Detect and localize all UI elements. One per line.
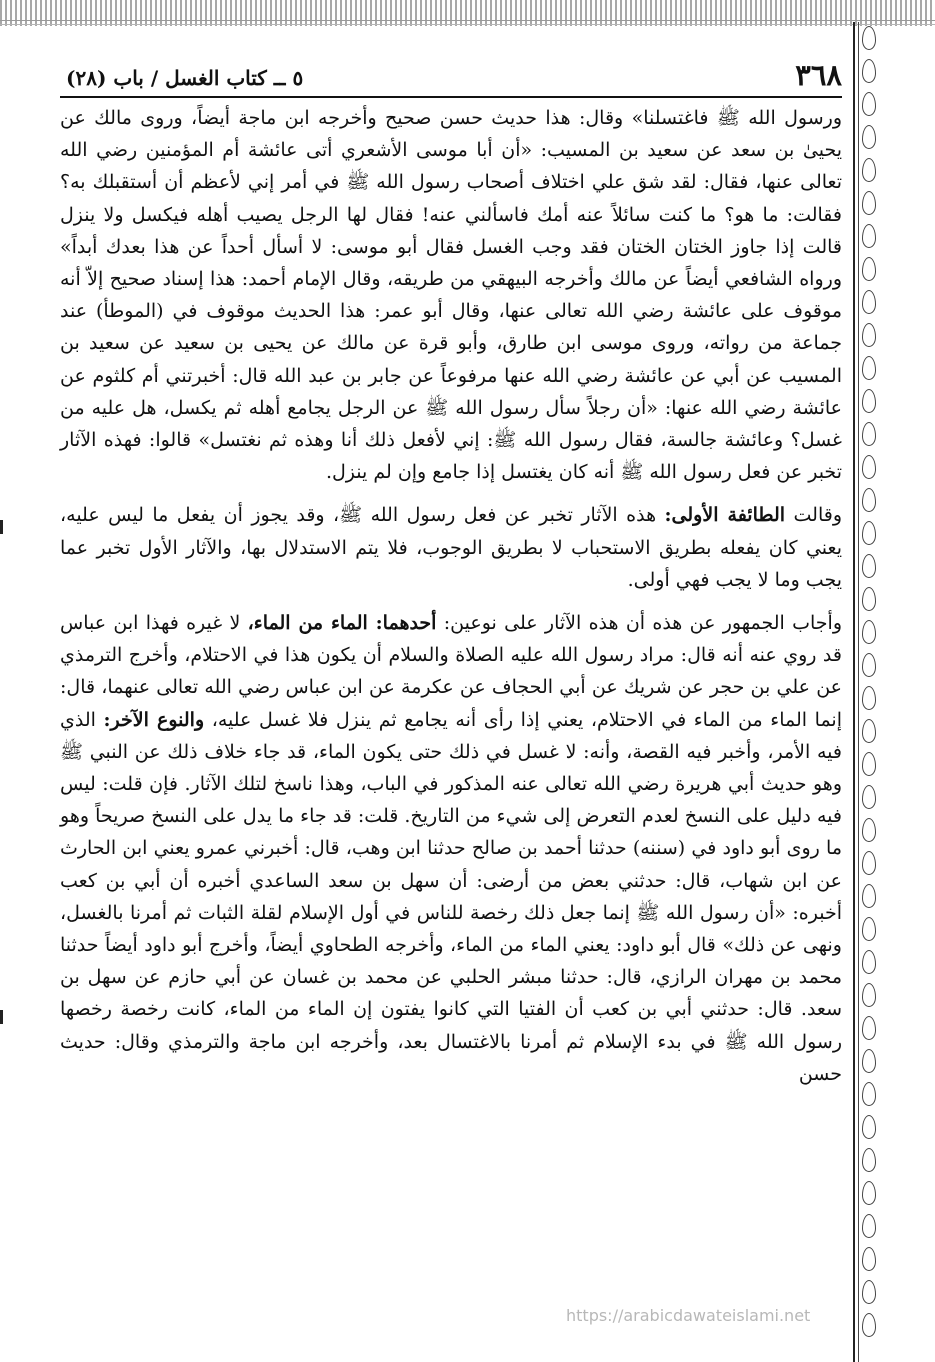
chain-link-ornament — [862, 1082, 876, 1106]
chain-link-ornament — [862, 191, 876, 215]
paragraph-text: ورسول الله ﷺ فاغتسلنا» وقال: هذا حديث حسن صحيح وأخرجه ابن ماجة أيضاً، وروى مالك عن يحيىٰ بن سعد عن سعيد بن المسيب: «أن أبا موسى الأشعري أتى عائشة أم المؤمنين رضي الله تعالى عنها، فقال: لقد شق علي اختلاف أصحاب رسول الله ﷺ في أمر إني لأعظم أن أستقبلك به؟ فقالت: ما هو؟ ما كنت سائلاً عنه أمك فاسألني عنه! فقال لها الرجل يصيب أهله فيكسل ولا ينزل قالت إذا جاوز الختان الختان فقد وجب الغسل فقال أبو موسى: لا أسأل أحداً عن هذا بعدك أبداً» ورواه الشافعي أيضاً عن مالك وأخرجه البيهقي من طريقه، وقال الإمام أحمد: هذا إسناد صحيح إلاّ أنه موقوف على عائشة رضي الله تعالى عنها، وقال أبو عمر: هذا الحديث موقوف في (الموطأ) عند جماعة من رواته، وروى موسى ابن طارق، وأبو قرة عن مالك عن يحيى بن سعيد عن سعيد بن المسيب عن أبي عن عائشة رضي الله عنها مرفوعاً عن جابر بن عبد الله قال: أخبرتني أم كلثوم عن عائشة رضي الله عنها: «أن رجلاً سأل رسول الله ﷺ عن الرجل يجامع أهله ثم يكسل، هل عليه من غسل؟ وعائشة جالسة، فقال رسول الله ﷺ: إني لأفعل ذلك أنا وهذه ثم نغتسل» قالوا: فهذه الآثار تخبر عن فعل رسول الله ﷺ أنه كان يغتسل إذا جامع وإن لم ينزل. — [60, 107, 842, 484]
side-chain-ornament — [859, 22, 879, 1362]
top-decorative-border — [0, 0, 935, 26]
body-text — [60, 102, 842, 1090]
chain-link-ornament — [862, 224, 876, 248]
chain-link-ornament — [862, 1016, 876, 1040]
chain-link-ornament — [862, 1247, 876, 1271]
paragraph-text: لا غيره فهذا ابن عباس قد روي عنه أنه قال: مراد رسول الله عليه الصلاة والسلام أن يكون هذا في الاحتلام، وأخرج الترمذي عن علي بن حجر عن شريك عن أبي الحجاف عن عكرمة عن ابن عباس رضي الله تعالى عنهما، قال: إنما الماء من الماء في الاحتلام، يعني إذا رأى أنه يجامع ثم ينزل فلا غسل عليه، — [60, 612, 843, 731]
chain-link-ornament — [862, 488, 876, 512]
chain-link-ornament — [862, 1115, 876, 1139]
paragraph-2 — [60, 499, 842, 596]
chain-link-ornament — [862, 554, 876, 578]
chain-link-ornament — [862, 521, 876, 545]
chain-link-ornament — [862, 884, 876, 908]
chain-link-ornament — [862, 1181, 876, 1205]
chain-link-ornament — [862, 620, 876, 644]
chain-link-ornament — [862, 950, 876, 974]
watermark-url: https://arabicdawateislami.net — [566, 1306, 811, 1325]
chain-link-ornament — [862, 158, 876, 182]
paragraph-text: هذه الآثار تخبر عن فعل رسول الله ﷺ، وقد يجوز أن يفعل ما ليس عليه، يعني كان يفعله بطريق الاستحباب لا بطريق الوجوب، فلا يتم الاستدلال بها، والآثار الأول تخبر عما يجب وما لا يجب فهي أولى. — [60, 504, 842, 591]
running-head: ٥ ــ كتاب الغسل / باب (٢٨) — [66, 66, 304, 90]
chain-link-ornament — [862, 719, 876, 743]
paragraph-text: وأجاب الجمهور عن هذه أن هذه الآثار على نوعين: — [436, 612, 842, 635]
chain-link-ornament — [862, 59, 876, 83]
chain-link-ornament — [862, 1049, 876, 1073]
chain-link-ornament — [862, 785, 876, 809]
chain-link-ornament — [862, 1313, 876, 1337]
chain-link-ornament — [862, 983, 876, 1007]
chain-link-ornament — [862, 1148, 876, 1172]
bold-heading-first-type: أحدهما: الماء من الماء، — [247, 612, 437, 635]
paragraph-text: الذي فيه الأمر، وأخبر فيه القصة، وأنه: لا غسل في ذلك حتى يكون الماء، قد جاء خلاف ذلك عن النبي ﷺ وهو حديث أبي هريرة رضي الله تعالى عنه المذكور في الباب، وهذا ناسخ لتلك الآثار. فإن قلت: ليس فيه دليل على النسخ لعدم التعرض إلى شيء من التاريخ. قلت: قد جاء ما يدل على النسخ صريحاً وهو ما روى أبو داود في (سننه) حدثنا أحمد بن صالح حدثنا ابن وهب، قال: أخبرني عمرو يعني ابن الحارث عن ابن شهاب، قال: حدثني بعض من أرضى: أن سهل بن سعد الساعدي أخبره أن أبي بن كعب أخبره: «أن رسول الله ﷺ إنما جعل ذلك رخصة للناس في أول الإسلام لقلة الثبات ثم أمرنا بالغسل، ونهى عن ذلك» قال أبو داود: يعني الماء من الماء، وأخرجه الطحاوي أيضاً، وأخرج أبو داود أيضاً حدثنا محمد بن مهران الرازي، قال: حدثنا مبشر الحلبي عن محمد بن غسان عن أبي حازم عن سهل بن سعد. قال: حدثني أبي بن كعب أن الفتيا التي كانوا يفتون إن الماء من الماء، كانت رخصة رخصها رسول الله ﷺ في بدء الإسلام ثم أمرنا بالاغتسال بعد، وأخرجه ابن ماجة والترمذي وقال: حديث حسن — [60, 708, 842, 1085]
chain-link-ornament — [862, 422, 876, 446]
chain-link-ornament — [862, 26, 876, 50]
chain-link-ornament — [862, 356, 876, 380]
side-decorative-border — [853, 22, 935, 1362]
chain-link-ornament — [862, 1214, 876, 1238]
scan-mark — [0, 1010, 3, 1024]
paragraph-text: وقالت — [785, 504, 842, 527]
chain-link-ornament — [862, 1280, 876, 1304]
chain-link-ornament — [862, 851, 876, 875]
chain-link-ornament — [862, 917, 876, 941]
page-number: ٣٦٨ — [795, 58, 842, 92]
chain-link-ornament — [862, 125, 876, 149]
page-header — [60, 58, 842, 98]
chain-link-ornament — [862, 290, 876, 314]
bold-heading-first-group: الطائفة الأولى: — [664, 504, 786, 527]
chain-link-ornament — [862, 752, 876, 776]
paragraph-3 — [60, 607, 842, 1090]
chain-link-ornament — [862, 686, 876, 710]
chain-link-ornament — [862, 323, 876, 347]
chain-link-ornament — [862, 455, 876, 479]
bold-heading-second-type: والنوع الآخر: — [103, 708, 205, 731]
scan-mark — [0, 520, 3, 534]
chain-link-ornament — [862, 818, 876, 842]
chain-link-ornament — [862, 389, 876, 413]
chain-link-ornament — [862, 653, 876, 677]
chain-link-ornament — [862, 587, 876, 611]
chain-link-ornament — [862, 92, 876, 116]
page-content — [60, 58, 842, 1348]
chain-link-ornament — [862, 257, 876, 281]
paragraph-1 — [60, 102, 842, 488]
